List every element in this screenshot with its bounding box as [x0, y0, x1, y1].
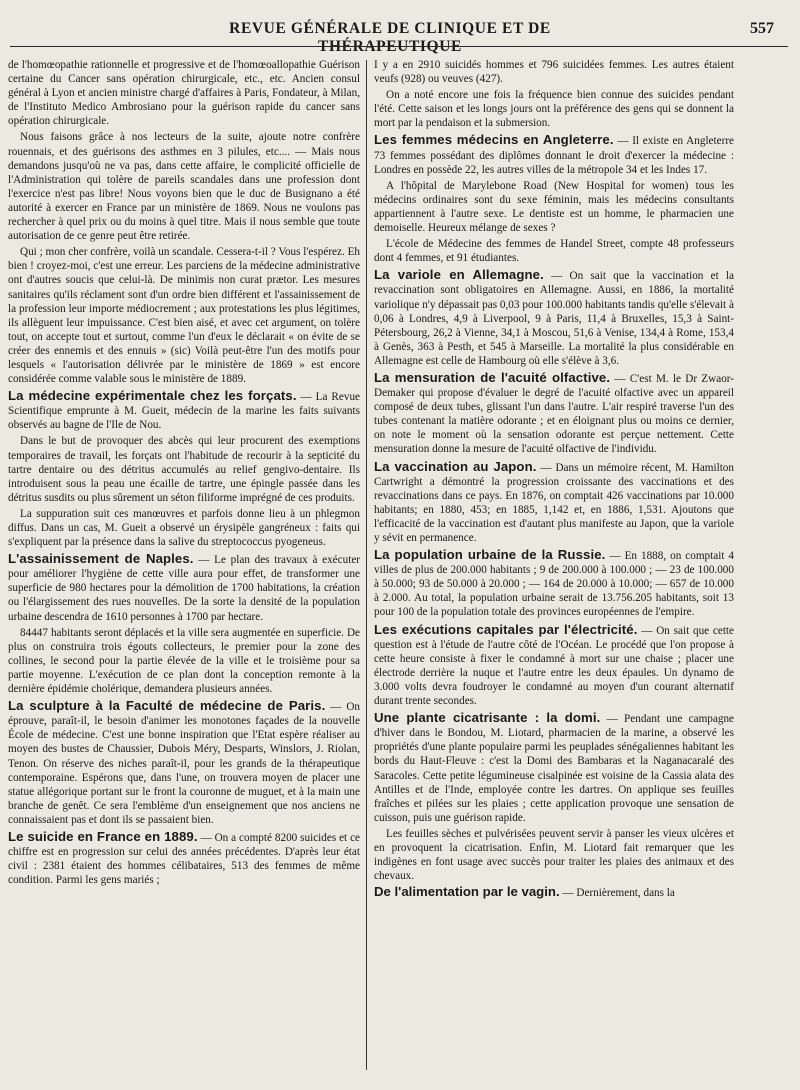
article-paragraph	[374, 133, 734, 176]
article-paragraph	[8, 507, 360, 549]
left-column	[8, 58, 360, 1090]
article-section	[8, 699, 360, 827]
section-title: Le suicide en France en 1889.	[8, 828, 198, 844]
paragraph-text: — C'est M. le Dr Zwaor-Demaker qui propose d'évaluer le degré de l'acuité olfactive avec un appareil composé de deux tubes, glissant l'un dans l'autre. L'air respiré traverse l'un des tubes contenant la matière odorante ; et en éloignant plus ou moins ce dernier, on note le moment où la sensation odorante est perçue nettement. Cette mensuration donne la mesure de l'acuité olfactive de l'individu.	[374, 372, 734, 456]
article-section	[374, 133, 734, 265]
paragraph-text: — On sait que cette question est à l'étude de l'autre côté de l'Océan. Le procédé que l'on propose à cette heure consiste à fixer le condamné à mort sur une chaise ; placer une électrode derrière la nuque et l'autre entre les deux épaules. Un dynamo de 3.000 volts devra foudroyer le condamné au moyen d'un courant alternatif durant trente secondes.	[374, 624, 734, 708]
article-section	[8, 830, 360, 887]
intro-paragraph: de l'homœopathie rationnelle et progressive et de l'homœoallopathie Guérison certaine du Cancer sans opération chirurgicale, etc., etc. Ancien consul général à Lyon et ancien ministre chargé d'affaires à Paris, Fondateur, à Milan, de l'Instituto Medico Ambrosiano pour la guérison rapide du cancer sans opération chirurgicale.	[8, 59, 360, 128]
paragraph-text: — Il existe en Angleterre 73 femmes possédant des diplômes donnant le droit d'exercer la médecine : Londres en possède 22, les autres villes de la métropole 34 et les Indes 17.	[374, 135, 734, 176]
intro-paragraph: Qui ; mon cher confrère, voilà un scandale. Cessera-t-il ? Vous l'espérez. Eh bien ! croyez-moi, c'est une erreur. Les parciens de la médecine administrative ont d'autres soucis que celui-là. De minimis non curat prætor. Les mesures sanitaires qu'ils réclament sont d'un ordre bien différent et l'assainissement de la profession leur importe médiocrement ; aux protestations les plus légitimes, ils allèguent leur impuissance. C'est bien aisé, et avec cet argument, on tolère tout, on accepte tout et surtout, comme l'un d'eux le déclarait « on évite de se créer des ennemis et des ennuis » (sic) Voilà peut-être l'un des motifs pour lesquels « l'autorisation délivrée par le ministère de 1869 » est encore considérée comme valable sous le ministère de 1889.	[8, 246, 360, 386]
article-section	[8, 389, 360, 549]
article-paragraph	[8, 830, 360, 887]
paragraph-text: — On a compté 8200 suicides et ce chiffre est en progression sur celui des années précédentes. D'après leur état civil : 2381 étaient des hommes célibataires, 513 des femmes de même condition. Parmi les gens mariés ;	[8, 831, 360, 887]
paragraph-text: — Le plan des travaux à exécuter pour améliorer l'hygiène de cette ville aura pour effet, de transformer une superficie de 980 hectares pour la démolition de 1700 habitations, la création ou l'élargissement des rues nouvelles. De la sorte la densité de la population urbaine descendra de 1610 personnes à 1700 par hectare.	[8, 554, 360, 623]
article-section	[374, 548, 734, 619]
article-paragraph	[374, 268, 734, 368]
article-section	[374, 623, 734, 709]
paragraph-text: La suppuration suit ces manœuvres et parfois donne lieu à un phlegmon diffus. Dans un cas, M. Gueit a observé un érysipèle gangréneux : faits qui s'expliquent par la présence dans la salive du streptococcus pyogeneus.	[8, 507, 360, 549]
section-title: Les exécutions capitales par l'électricité.	[374, 621, 638, 637]
section-title: Les femmes médecins en Angleterre.	[374, 132, 614, 148]
article-paragraph	[374, 548, 734, 619]
closing-text: — Dernièrement, dans la	[562, 887, 675, 900]
section-title: L'assainissement de Naples.	[8, 551, 194, 567]
article-paragraph	[8, 699, 360, 827]
article-paragraph	[8, 389, 360, 432]
article-paragraph	[8, 552, 360, 623]
article-paragraph	[374, 460, 734, 546]
article-section	[374, 371, 734, 457]
article-paragraph	[374, 371, 734, 457]
header-rule	[10, 46, 788, 47]
article-paragraph	[374, 237, 734, 265]
column-divider	[366, 60, 367, 1070]
paragraph-text: — On éprouve, paraît-il, le besoin d'animer les monotones façades de la nouvelle École de médecine. C'est une bonne inspiration que l'Etat espère réaliser au moyen des bustes de Chaussier, Dubois Méry, Desparts, Winslors, J. Riolan, Tenon. On réserve des niches paraît-il, pour les grands de la thérapeutique contemporaine. Espérons que, dans l'une, on trouvera moyen de placer une statue allégorique portant sur le front la couronne de muguet, et à la main une branche de genêt. Ce sera l'emblème d'un enseignement que nos anciens ne connaissaient pas et dont ils se passaient bien.	[8, 701, 360, 826]
section-title: La mensuration de l'acuité olfactive.	[374, 369, 611, 385]
article-paragraph	[374, 827, 734, 883]
article-paragraph	[374, 623, 734, 709]
paragraph-text: — On sait que la vaccination et la revaccination sont obligatoires en Allemagne. Aussi, en 1886, la mortalité variolique n'y dépassait pas 0,03 pour 100.000 habitants tandis qu'elle s'élevait à 0,06 à Londres, 4,9 à Liverpool, 9 à Paris, 11,4 à Bruxelles, 15,3 à Saint-Pétersbourg, 26,2 à Vienne, 34,1 à Moscou, 51,6 à Venise, 134,4 à Rome, 153,4 à Genès, 363 à Pesth, et 545 à Marseille. La mortalité la plus considérable en Allemagne est celle de Hambourg où elle s'élève à 3,6.	[374, 270, 734, 367]
paragraph-text: A l'hôpital de Marylebone Road (New Hospital for women) tous les médecins ordinaires sont du sexe féminin, mais les médecins consultants appartiennent à l'autre sexe. Le dentiste est un homme, le pharmacien une demoiselle. Heureux mélange de sexes ?	[374, 179, 734, 235]
section-title: La vaccination au Japon.	[374, 458, 537, 474]
article-paragraph	[8, 626, 360, 696]
article-section	[374, 268, 734, 368]
section-title: La variole en Allemagne.	[374, 267, 544, 283]
article-section	[374, 460, 734, 546]
journal-title: REVUE GÉNÉRALE DE CLINIQUE ET DE THÉRAPEUTIQUE	[229, 20, 551, 55]
paragraph-text: — La Revue Scientifique emprunte à M. Gueit, médecin de la marine les faits suivants observés au bagne de l'Ile de Nou.	[8, 391, 360, 432]
intro-paragraph: I y a en 2910 suicidés hommes et 796 suicidées femmes. Les autres étaient veufs (928) ou veuves (427).	[374, 59, 734, 86]
right-column	[374, 58, 734, 1090]
section-title: La sculpture à la Faculté de médecine de Paris.	[8, 698, 326, 714]
closing-title: De l'alimentation par le vagin.	[374, 884, 560, 900]
paragraph-text: — Pendant une campagne d'hiver dans le Bondou, M. Liotard, pharmacien de la marine, a observé les propriétés d'une plante populaire parmi les peuplades sénégaliennes habitant les bords du Haut-Fleuve : c'est la Domi des Bambaras et la Naganacaralé des Saracoles. Cette petite légumineuse cisalpinée est voisine de la Cassia alata des Antilles et de l'Inde, employée contre les dartres. On applique ses feuilles fraîches et pilées sur les plaies ; cette application provoque une sensation de cuisson, puis une guérison rapide.	[374, 713, 734, 824]
paragraph-text: L'école de Médecine des femmes de Handel Street, compte 48 professeurs dont 4 femmes, et 91 étudiantes.	[374, 238, 734, 265]
paragraph-text: 84447 habitants seront déplacés et la ville sera augmentée en superficie. De plus on construira trois égouts collecteurs, le premier pour la zone des collines, le second pour la partie élevée de la ville et le troisième pour sa partie moyenne. L'exécution de ce plan dont la conception remonte à la dernière épidémie cholérique, demandera plusieurs années.	[8, 626, 360, 696]
section-title: La population urbaine de la Russie.	[374, 547, 606, 563]
intro-paragraph: Nous faisons grâce à nos lecteurs de la suite, ajoute notre confrère rouennais, et des guérisons des asthmes en 3 pilules, etc.... — Mais nous demandons jusqu'où ne va pas, dans cette affaire, le complicité officielle de l'Administration qui tolère de pareils scandales dans une profession dont l'exercice n'est pas libre! Nous voyons bien que le duc de Busignano a été autorité à exercer en France par un ministère de 1869. Nous ne voulons pas rechercher à quel prix ou du moins à quel titre. Mais il nous semble que toute autorisation de ce genre peut être retirée.	[8, 131, 360, 243]
intro-paragraph: On a noté encore une fois la fréquence bien connue des suicides pendant l'été. Cette saison et les longs jours ont la préférence des gens qui se donnent la mort par la pendaison et la submersion.	[374, 89, 734, 130]
page-number: 557	[750, 20, 774, 37]
paragraph-text: Dans le but de provoquer des abcès qui leur procurent des exemptions temporaires de travail, les forçats ont l'habitude de recourir à la septicité du tartre dentaire ou des détritus accumulés au relief gengivo-dentaire. Ils introduisent sous la peau une écaille de tartre, une épingle passée dans les détritus susdits ou plus sûrement un séton filiforme imprégné de ces produits.	[8, 435, 360, 504]
article-section	[8, 552, 360, 696]
closing-paragraph	[374, 885, 734, 900]
page-header	[0, 0, 800, 56]
article-paragraph	[374, 711, 734, 825]
article-paragraph	[8, 434, 360, 504]
section-title: Une plante cicatrisante : la domi.	[374, 710, 601, 726]
paragraph-text: — Dans un mémoire récent, M. Hamilton Cartwright a démontré la progression croissante des vaccinations et des revaccinations dans ce pays. En 1876, on comptait 426 vaccinations par 10.000 habitants; en 1880, 453; en 1885, 1,142 et, en 1886, 1,531. Ajoutons que l'efficacité de la vaccination est d'autant plus manifeste au Japon, que la variole y sévit en permanence.	[374, 461, 734, 544]
section-title: La médecine expérimentale chez les forçats.	[8, 388, 297, 404]
paragraph-text: Les feuilles sèches et pulvérisées peuvent servir à panser les vieux ulcères et en provoquent la cicatrisation. Enfin, M. Liotard fait remarquer que les indigènes en font usage avec succès pour traiter les plaies des animaux et des chevaux.	[374, 827, 734, 883]
paragraph-text: — En 1888, on comptait 4 villes de plus de 200.000 habitants ; 9 de 200.000 à 100.000 ; — 23 de 100.000 à 50.000; 93 de 50.000 à 20.000 ; — 164 de 20.000 à 10.000; — 657 de 10.000 à 2.000. Au total, la population urbaine serait de 13.756.205 habitants, soit 13 pour 100 de la population totale des provinces européennes de l'empire.	[374, 550, 734, 619]
article-paragraph	[374, 179, 734, 235]
article-section	[374, 711, 734, 883]
